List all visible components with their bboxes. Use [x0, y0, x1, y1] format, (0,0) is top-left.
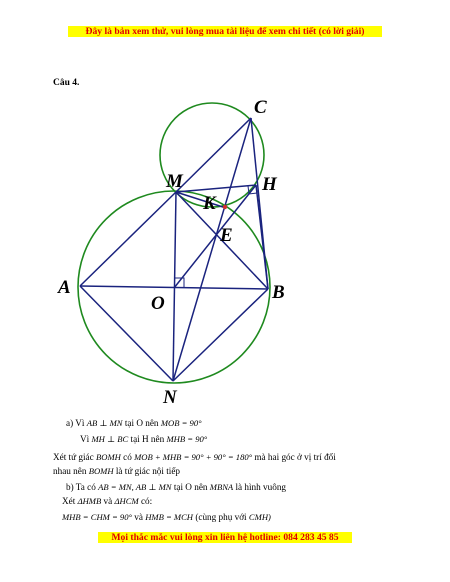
label-E: E	[220, 225, 233, 246]
label-M: M	[166, 171, 183, 192]
label-N: N	[163, 387, 177, 408]
seg-MH	[176, 185, 256, 192]
question-label: Câu 4.	[53, 78, 80, 88]
hotline-banner: Mọi thắc mắc vui lòng xin liên hệ hotline: 084 283 45 85	[98, 532, 352, 543]
geometry-figure	[48, 92, 298, 412]
seg-AM	[80, 192, 176, 286]
solution-line-b1: b) Ta có AB = MN, AB ⊥ MN tại O nên MBNA là hình vuông	[66, 482, 287, 492]
solution-line-a3: Xét tứ giác BOMH có MOB + MHB = 90° + 90° = 180° mà hai góc ở vị trí đối	[53, 452, 336, 462]
solution-line-a2: Vì MH ⊥ BC tại H nên MHB = 90°	[80, 434, 208, 444]
label-H: H	[262, 174, 277, 195]
label-C: C	[254, 97, 267, 118]
solution-line-a4: nhau nên BOMH là tứ giác nội tiếp	[53, 466, 181, 476]
solution-line-a1: a) Vì AB ⊥ MN tại O nên MOB = 90°	[66, 418, 202, 428]
label-B: B	[272, 282, 285, 303]
solution-line-b3: MHB = CHM = 90° và HMB = MCH (cùng phụ với CMH)	[62, 512, 271, 522]
label-O: O	[151, 293, 165, 314]
solution-line-b2: Xét ΔHMB và ΔHCM có:	[62, 496, 153, 506]
preview-notice-banner: Đây là bản xem thử, vui lòng mua tài liệu để xem chi tiết (có lời giải)	[68, 26, 382, 37]
label-A: A	[58, 277, 71, 298]
label-K: K	[203, 193, 216, 214]
point-K-mark	[223, 205, 227, 209]
seg-HB	[256, 185, 268, 289]
